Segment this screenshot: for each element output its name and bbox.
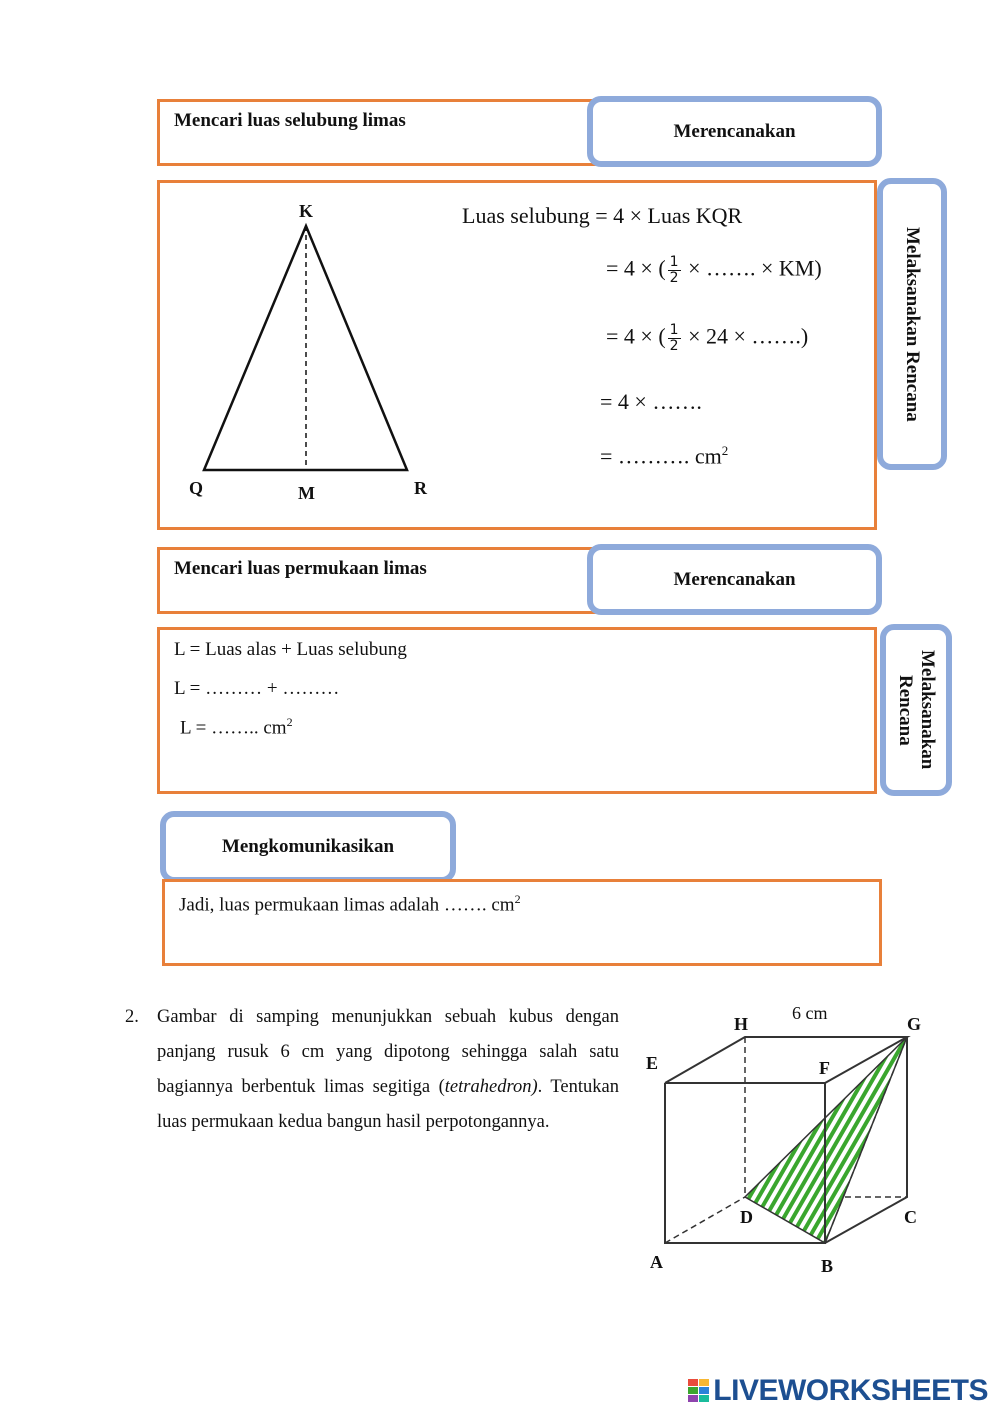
vertex-f: F	[819, 1058, 830, 1078]
vertex-e: E	[646, 1053, 659, 1073]
question2-number: 2.	[125, 1007, 139, 1027]
logo-grid-icon	[688, 1379, 710, 1403]
fraction-half: $\frac{1}{2}$	[669, 322, 679, 354]
section2-line-3: L = …….. $cm^2$	[180, 715, 293, 739]
label-q: Q	[189, 478, 204, 498]
vertex-c: C	[904, 1207, 917, 1227]
equation-line-1: Luas selubung = 4 × Luas KQR	[462, 203, 743, 228]
section2-title-box	[157, 547, 597, 614]
section2-side-tag-label: Melaksanakan Rencana	[895, 650, 938, 770]
section2-tag	[587, 544, 882, 615]
section1-tag-label: Merencanakan	[673, 120, 796, 142]
section1-side-tag	[877, 178, 947, 470]
vertex-g: G	[907, 1014, 922, 1034]
label-r: R	[414, 478, 427, 498]
equation-line-4: = 4 × …….	[600, 389, 702, 414]
liveworksheets-logo	[688, 1374, 988, 1408]
vertex-b: B	[821, 1256, 834, 1276]
triangle-kqr-figure	[160, 183, 460, 523]
equation-line-3: = 4 × ( $\frac{1}{2}$ × 24 × …….)	[606, 322, 809, 354]
cube-edge-label: 6 cm	[792, 1003, 828, 1023]
equation-line-5: = ………. $cm^2$	[600, 443, 729, 469]
section1-side-tag-label: Melaksanakan Rencana	[902, 226, 923, 422]
equation-line-2: = 4 × ( $\frac{1}{2}$ × ……. × KM)	[606, 254, 822, 286]
question2-text: Gambar di samping menunjukkan sebuah kubus dengan panjang rusuk 6 cm yang dipotong sehingga salah satu bagiannya berbentuk limas segitiga (tetrahedron). Tentukan luas permukaan kedua bangun hasil perpotongannya.	[157, 1007, 619, 1132]
vertex-d: D	[740, 1207, 753, 1227]
section1-title-box	[157, 99, 597, 166]
section3-answer-box	[162, 879, 882, 966]
section2-tag-label: Merencanakan	[673, 568, 796, 590]
section2-line-1: L = Luas alas + Luas selubung	[174, 639, 407, 660]
section1-tag	[587, 96, 882, 167]
section2-title: Mencari luas permukaan limas	[174, 558, 427, 579]
logo-text: LIVEWORKSHEETS	[713, 1374, 988, 1407]
section2-side-tag	[880, 624, 952, 796]
section3-tag-label: Mengkomunikasikan	[221, 836, 395, 857]
section2-work-box	[157, 627, 877, 794]
section1-title: Mencari luas selubung limas	[174, 110, 406, 131]
label-m: M	[298, 483, 315, 503]
section2-line-2: L = ……… + ………	[174, 678, 340, 699]
cube-edge-ad	[665, 1197, 745, 1243]
vertex-h: H	[734, 1014, 749, 1034]
cube-figure	[630, 1000, 990, 1300]
section3-answer: Jadi, luas permukaan limas adalah ……. $cm^2$	[179, 892, 521, 916]
vertex-a: A	[650, 1252, 663, 1272]
label-k: K	[299, 201, 314, 221]
section1-work-box	[157, 180, 877, 530]
fraction-half: $\frac{1}{2}$	[669, 254, 679, 286]
section3-tag	[160, 811, 456, 883]
